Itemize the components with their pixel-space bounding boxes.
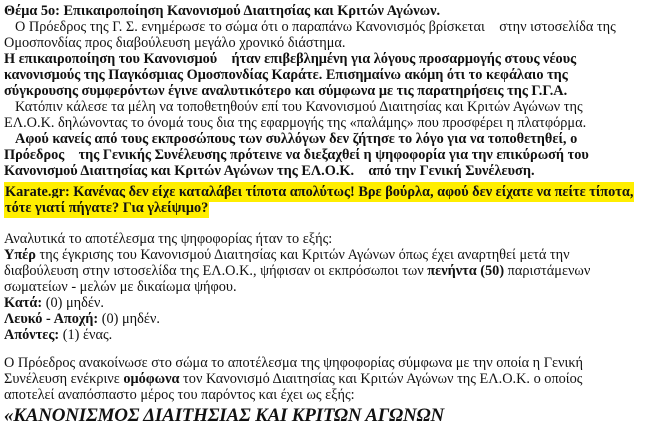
- para-vote-proposal: [4, 131, 636, 179]
- results-against: [4, 295, 636, 311]
- para-president-informed: [4, 19, 636, 51]
- topic-heading: [4, 3, 636, 19]
- results-against-run-0: Κατά:: [4, 295, 43, 311]
- para-result-announcement-run-1: ομόφωνα: [123, 371, 180, 387]
- results-intro: [4, 231, 636, 247]
- results-blank-abstain: [4, 311, 636, 327]
- results-absent-run-1: (1) ένας.: [59, 327, 113, 343]
- results-for-run-1: της έγκρισης του Κανονισμού Διαιτησίας και Κριτών Αγώνων όπως έχει αναρτηθεί μετά την διαβούλευση στην ιστοσελίδα της ΕΛ.Ο.Κ., ψήφισαν οι εκπρόσωποι των: [4, 247, 570, 279]
- document-body: [4, 3, 636, 427]
- results-for-run-3: παριστάμενων σωματείων - μελών με δικαίωμα ψήφου.: [4, 263, 591, 295]
- results-for-run-2: πενήντα (50): [427, 263, 505, 279]
- results-absent-run-0: Απόντες:: [4, 327, 60, 343]
- para-result-announcement-run-2: τον Κανονισμό Διαιτησίας και Κριτών Αγώνων της ΕΛ.Ο.Κ. ο οποίος αποτελεί αναπόσπαστο μέρος του παρόντος και έχει ως εξής:: [4, 371, 583, 403]
- para-vote-proposal-run-0: Αφού κανείς από τους εκπροσώπους των συλλόγων δεν ζήτησε το λόγο για να τοποθετηθεί, ο Πρόεδρος της Γενικής Συνέλευσης πρότεινε να διεξαχθεί η ψηφοφορία για την επικύρωσή του Κανονισμού Διαιτησίας και Κριτών Αγώνων της ΕΛ.Ο.Κ. από την Γενική Συνέλευση.: [4, 131, 589, 179]
- results-for: [4, 247, 636, 295]
- topic-heading-run-0: Θέμα 5ο: Επικαιροποίηση Κανονισμού Διαιτησίας και Κριτών Αγώνων.: [4, 3, 441, 19]
- results-for-run-0: Υπέρ: [4, 247, 36, 263]
- results-against-run-1: (0) μηδέν.: [42, 295, 104, 311]
- results-intro-run-0: Αναλυτικά το αποτέλεσμα της ψηφοφορίας ήταν το εξής:: [4, 231, 333, 247]
- para-result-announcement-run-0: Ο Πρόεδρος ανακοίνωσε στο σώμα το αποτέλεσμα της ψηφοφορίας σύμφωνα με την οποία η Γενική Συνέλευση ενέκρινε: [4, 355, 583, 387]
- results-blank-abstain-run-0: Λευκό - Αποχή:: [4, 311, 99, 327]
- para-update-necessity-run-0: Η επικαιροποίηση του Κανονισμού ήταν επιβεβλημένη για λόγους προσαρμογής στους νέους κανονισμούς της Παγκόσμιας Ομοσπονδίας Καράτε. Επισημαίνω ακόμη ότι το κεφάλαιο της σύγκρουσης συμφερόντων έγινε αναλυτικότερο και σύμφωνα με τις παρατηρήσεις της Γ.Γ.Α.: [4, 51, 577, 99]
- para-update-necessity: [4, 51, 636, 99]
- results-absent: [4, 327, 636, 343]
- karate-gr-comment-run-0: Karate.gr: Κανένας δεν είχε καταλάβει τίποτα απολύτως! Βρε βούρλα, αφού δεν είχατε να πείτε τίποτα, τότε γιατί πήγατε? Για γλείψιμο?: [5, 184, 634, 216]
- results-blank-abstain-run-1: (0) μηδέν.: [98, 311, 160, 327]
- karate-gr-comment: [4, 184, 636, 216]
- regulation-title-run-0: «ΚΑΝΟΝΙΣΜΟΣ ΔΙΑΙΤΗΣΙΑΣ ΚΑΙ ΚΡΙΤΩΝ ΑΓΩΝΩΝ: [4, 405, 445, 426]
- para-invite-members: [4, 99, 636, 131]
- para-result-announcement: [4, 355, 636, 403]
- para-invite-members-run-0: Κατόπιν κάλεσε τα μέλη να τοποθετηθούν επί του Κανονισμού Διαιτησίας και Κριτών Αγώνων της ΕΛ.Ο.Κ. δηλώνοντας το όνομά τους δια της εφαρμογής της «παλάμης» που προσφέρει η πλατφόρμα.: [4, 99, 587, 131]
- para-president-informed-run-0: Ο Πρόεδρος της Γ. Σ. ενημέρωσε το σώμα ότι ο παραπάνω Κανονισμός βρίσκεται στην ιστοσελίδα της Ομοσπονδίας προς διαβούλευση μεγάλο χρονικό διάστημα.: [4, 19, 616, 51]
- regulation-title: [4, 404, 636, 427]
